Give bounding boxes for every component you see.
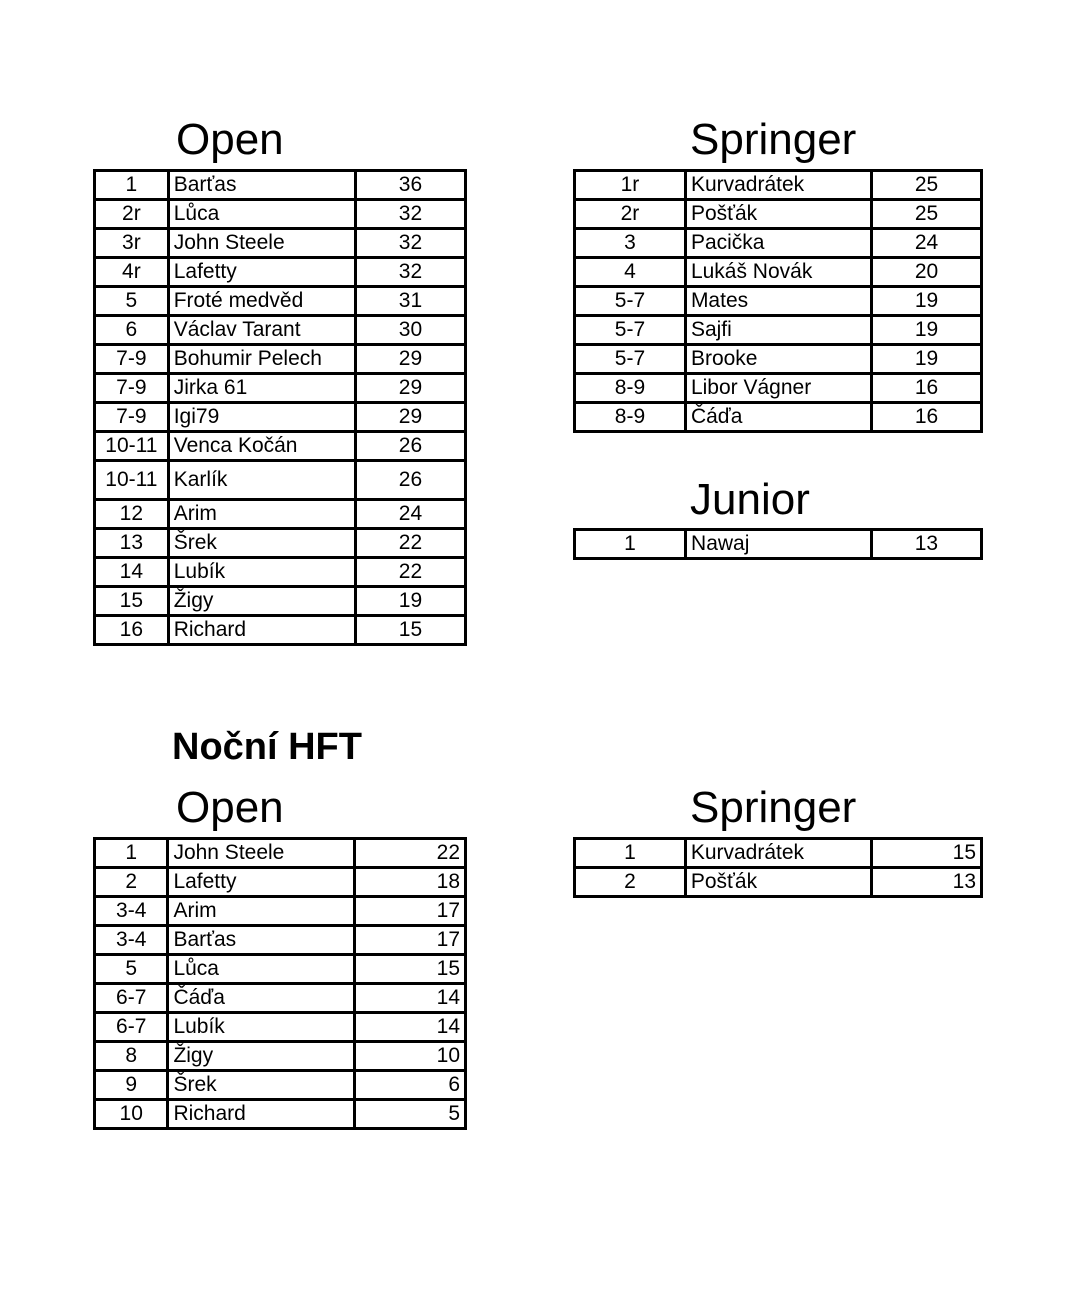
table-row: [95, 897, 466, 926]
table-row: [95, 616, 466, 645]
name-cell: Pacička: [685, 229, 871, 258]
name-cell: Kurvadrátek: [685, 171, 871, 200]
points-cell: 19: [872, 316, 982, 345]
points-cell: 15: [872, 839, 982, 868]
rank-cell: 1: [575, 839, 686, 868]
rank-cell: 5: [95, 955, 168, 984]
table-row: [95, 229, 466, 258]
springer-heading: Springer: [690, 115, 857, 164]
points-cell: 29: [355, 374, 465, 403]
points-cell: 22: [355, 558, 465, 587]
rank-cell: 2: [95, 868, 168, 897]
rank-cell: 2r: [95, 200, 169, 229]
rank-cell: 8: [95, 1042, 168, 1071]
name-cell: Žigy: [168, 1042, 355, 1071]
name-cell: Pošťák: [685, 200, 871, 229]
springer-results-table: [573, 169, 983, 433]
rank-cell: 16: [95, 616, 169, 645]
name-cell: Richard: [168, 616, 355, 645]
points-cell: 22: [355, 529, 465, 558]
name-cell: Lubík: [168, 558, 355, 587]
rank-cell: 3: [575, 229, 686, 258]
points-cell: 5: [355, 1100, 466, 1129]
table-row: [95, 258, 466, 287]
table-row: [95, 1042, 466, 1071]
name-cell: Čáďa: [168, 984, 355, 1013]
rank-cell: 3r: [95, 229, 169, 258]
points-cell: 24: [872, 229, 982, 258]
name-cell: John Steele: [168, 229, 355, 258]
points-cell: 17: [355, 897, 466, 926]
name-cell: Arim: [168, 500, 355, 529]
junior-results-table: [573, 528, 983, 560]
points-cell: 25: [872, 200, 982, 229]
table-row: [575, 316, 982, 345]
name-cell: Žigy: [168, 587, 355, 616]
name-cell: Lubík: [168, 1013, 355, 1042]
name-cell: Jirka 61: [168, 374, 355, 403]
table-row: [95, 345, 466, 374]
name-cell: Čáďa: [685, 403, 871, 432]
rank-cell: 7-9: [95, 374, 169, 403]
table-row: [95, 955, 466, 984]
name-cell: Lůca: [168, 955, 355, 984]
points-cell: 17: [355, 926, 466, 955]
name-cell: Lafetty: [168, 868, 355, 897]
rank-cell: 13: [95, 529, 169, 558]
rank-cell: 3-4: [95, 926, 168, 955]
name-cell: Karlík: [168, 461, 355, 500]
points-cell: 36: [355, 171, 465, 200]
rank-cell: 5-7: [575, 345, 686, 374]
name-cell: Mates: [685, 287, 871, 316]
table-row: [95, 1013, 466, 1042]
table-row: [95, 432, 466, 461]
table-row: [95, 529, 466, 558]
points-cell: 24: [355, 500, 465, 529]
table-row: [575, 200, 982, 229]
name-cell: Kurvadrátek: [685, 839, 871, 868]
rank-cell: 1: [95, 839, 168, 868]
points-cell: 15: [355, 955, 466, 984]
rank-cell: 10-11: [95, 461, 169, 500]
points-cell: 25: [872, 171, 982, 200]
rank-cell: 1r: [575, 171, 686, 200]
points-cell: 13: [872, 868, 982, 897]
name-cell: Lafetty: [168, 258, 355, 287]
name-cell: Lukáš Novák: [685, 258, 871, 287]
table-row: [575, 229, 982, 258]
rank-cell: 4r: [95, 258, 169, 287]
points-cell: 19: [872, 287, 982, 316]
name-cell: Lůca: [168, 200, 355, 229]
points-cell: 16: [872, 374, 982, 403]
points-cell: 13: [871, 530, 981, 559]
rank-cell: 2: [575, 868, 686, 897]
rank-cell: 8-9: [575, 403, 686, 432]
table-row: [575, 403, 982, 432]
name-cell: Šrek: [168, 529, 355, 558]
junior-heading: Junior: [690, 475, 810, 524]
table-row: [95, 1071, 466, 1100]
points-cell: 20: [872, 258, 982, 287]
table-row: [95, 200, 466, 229]
table-row: [95, 984, 466, 1013]
table-row: [95, 500, 466, 529]
points-cell: 32: [355, 200, 465, 229]
points-cell: 19: [872, 345, 982, 374]
table-row: [95, 587, 466, 616]
name-cell: Arim: [168, 897, 355, 926]
points-cell: 19: [355, 587, 465, 616]
name-cell: Barťas: [168, 171, 355, 200]
night-hft-title: Noční HFT: [172, 726, 362, 768]
rank-cell: 15: [95, 587, 169, 616]
table-row: [95, 171, 466, 200]
table-row: [575, 258, 982, 287]
table-row: [95, 558, 466, 587]
open-heading: Open: [176, 115, 284, 164]
table-row: [95, 316, 466, 345]
table-row: [575, 530, 982, 559]
rank-cell: 8-9: [575, 374, 686, 403]
table-row: [95, 461, 466, 500]
name-cell: Pošťák: [685, 868, 871, 897]
points-cell: 18: [355, 868, 466, 897]
night-open-results-table: [93, 837, 467, 1130]
table-row: [95, 403, 466, 432]
points-cell: 10: [355, 1042, 466, 1071]
table-row: [575, 868, 982, 897]
points-cell: 32: [355, 229, 465, 258]
points-cell: 31: [355, 287, 465, 316]
rank-cell: 10: [95, 1100, 168, 1129]
night-springer-heading: Springer: [690, 783, 857, 832]
name-cell: Bohumir Pelech: [168, 345, 355, 374]
table-row: [95, 926, 466, 955]
table-row: [95, 374, 466, 403]
points-cell: 26: [355, 432, 465, 461]
rank-cell: 1: [575, 530, 686, 559]
table-row: [575, 287, 982, 316]
rank-cell: 14: [95, 558, 169, 587]
table-row: [575, 171, 982, 200]
rank-cell: 2r: [575, 200, 686, 229]
rank-cell: 9: [95, 1071, 168, 1100]
rank-cell: 7-9: [95, 345, 169, 374]
open-results-table: [93, 169, 467, 646]
name-cell: Venca Kočán: [168, 432, 355, 461]
table-row: [575, 839, 982, 868]
night-open-heading: Open: [176, 783, 284, 832]
points-cell: 29: [355, 403, 465, 432]
rank-cell: 6: [95, 316, 169, 345]
rank-cell: 6-7: [95, 984, 168, 1013]
name-cell: Sajfi: [685, 316, 871, 345]
name-cell: Brooke: [685, 345, 871, 374]
points-cell: 14: [355, 984, 466, 1013]
points-cell: 15: [355, 616, 465, 645]
rank-cell: 5: [95, 287, 169, 316]
table-row: [95, 1100, 466, 1129]
rank-cell: 6-7: [95, 1013, 168, 1042]
points-cell: 6: [355, 1071, 466, 1100]
name-cell: Libor Vágner: [685, 374, 871, 403]
table-row: [95, 868, 466, 897]
rank-cell: 10-11: [95, 432, 169, 461]
points-cell: 26: [355, 461, 465, 500]
name-cell: Nawaj: [686, 530, 872, 559]
points-cell: 30: [355, 316, 465, 345]
points-cell: 16: [872, 403, 982, 432]
points-cell: 14: [355, 1013, 466, 1042]
rank-cell: 7-9: [95, 403, 169, 432]
points-cell: 32: [355, 258, 465, 287]
points-cell: 22: [355, 839, 466, 868]
name-cell: Šrek: [168, 1071, 355, 1100]
rank-cell: 4: [575, 258, 686, 287]
name-cell: Richard: [168, 1100, 355, 1129]
table-row: [575, 374, 982, 403]
name-cell: Igi79: [168, 403, 355, 432]
points-cell: 29: [355, 345, 465, 374]
rank-cell: 1: [95, 171, 169, 200]
table-row: [575, 345, 982, 374]
table-row: [95, 839, 466, 868]
night-springer-results-table: [573, 837, 983, 898]
rank-cell: 5-7: [575, 316, 686, 345]
name-cell: Barťas: [168, 926, 355, 955]
name-cell: Froté medvěd: [168, 287, 355, 316]
name-cell: John Steele: [168, 839, 355, 868]
rank-cell: 12: [95, 500, 169, 529]
rank-cell: 3-4: [95, 897, 168, 926]
name-cell: Václav Tarant: [168, 316, 355, 345]
table-row: [95, 287, 466, 316]
rank-cell: 5-7: [575, 287, 686, 316]
